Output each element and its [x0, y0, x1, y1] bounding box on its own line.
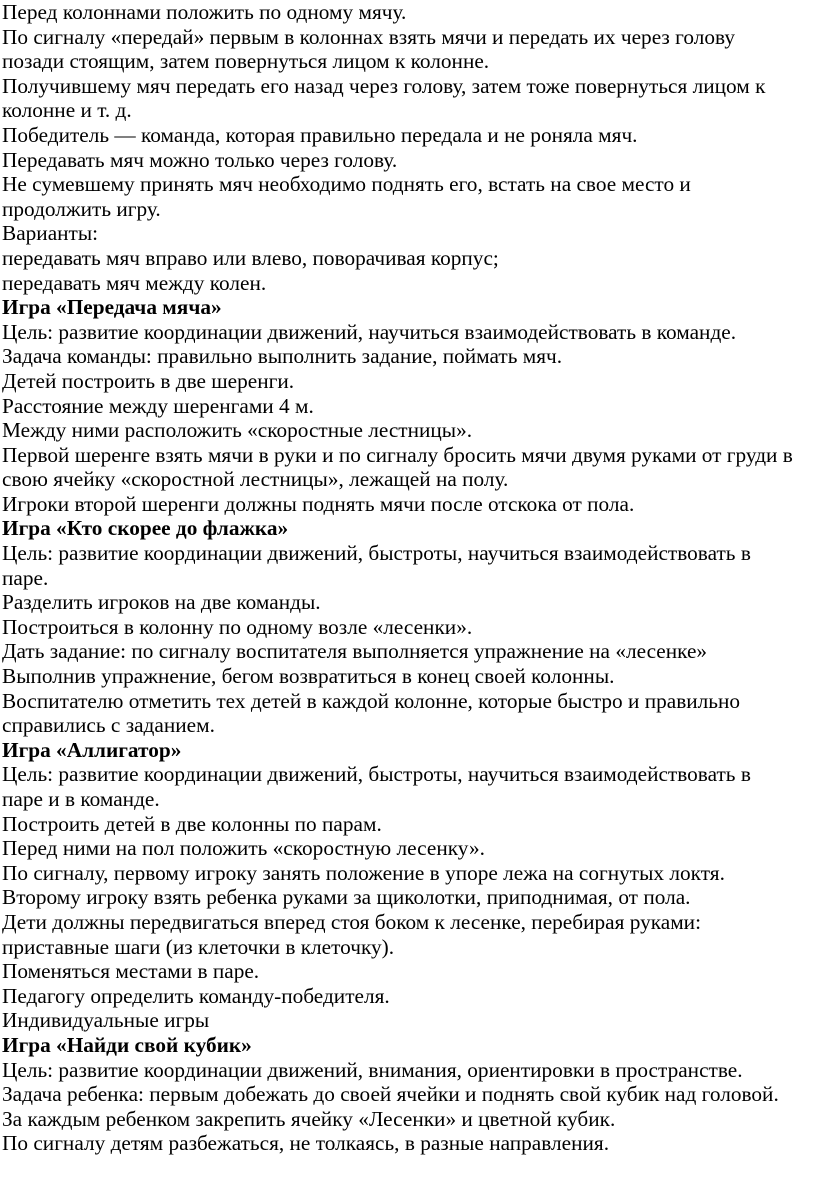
- text-line: За каждым ребенком закрепить ячейку «Лесенки» и цветной кубик.: [2, 1106, 616, 1131]
- text-line: продолжить игру.: [2, 196, 161, 221]
- document-body: [2, 0, 812, 1156]
- text-line: Победитель — команда, которая правильно передала и не роняла мяч.: [2, 122, 638, 147]
- game-heading: Игра «Найди свой кубик»: [2, 1032, 252, 1057]
- text-line: Задача команды: правильно выполнить задание, поймать мяч.: [2, 344, 563, 369]
- text-line: По сигналу детям разбежаться, не толкаясь, в разные направления.: [2, 1131, 610, 1156]
- text-line: Между ними расположить «скоростные лестницы».: [2, 418, 473, 443]
- text-line: Педагогу определить команду-победителя.: [2, 983, 390, 1008]
- text-line: свою ячейку «скоростной лестницы», лежащей на полу.: [2, 467, 509, 492]
- text-line: Задача ребенка: первым добежать до своей ячейки и поднять свой кубик над головой.: [2, 1082, 779, 1107]
- text-line: Поменяться местами в паре.: [2, 959, 260, 984]
- text-line: Дать задание: по сигналу воспитателя выполняется упражнение на «лесенке»: [2, 639, 708, 664]
- text-line: позади стоящим, затем повернуться лицом к колонне.: [2, 49, 490, 74]
- text-line: Цель: развитие координации движений, быстроты, научиться взаимодействовать в: [2, 762, 751, 787]
- text-line: Передавать мяч можно только через голову.: [2, 147, 398, 172]
- text-line: паре и в команде.: [2, 787, 160, 811]
- text-line: Перед ними на пол положить «скоростную лесенку».: [2, 836, 485, 861]
- text-line: Первой шеренге взять мячи в руки и по сигналу бросить мячи двумя руками от груди в: [2, 442, 793, 467]
- game-heading: Игра «Кто скорее до флажка»: [2, 516, 289, 541]
- text-line: Выполнив упражнение, бегом возвратиться в конец своей колонны.: [2, 664, 615, 689]
- text-line: Перед колоннами положить по одному мячу.: [2, 0, 407, 24]
- text-line: Цель: развитие координации движений, внимания, ориентировки в пространстве.: [2, 1057, 743, 1082]
- text-line: паре.: [2, 565, 49, 590]
- text-line: По сигналу, первому игроку занять положение в упоре лежа на согнутых локтя.: [2, 860, 725, 885]
- game-heading: Игра «Передача мяча»: [2, 295, 222, 320]
- text-line: Игроки второй шеренги должны поднять мячи после отскока от пола.: [2, 491, 635, 516]
- text-line: По сигналу «передай» первым в колоннах взять мячи и передать их через голову: [2, 24, 735, 49]
- text-line: приставные шаги (из клеточки в клеточку).: [2, 934, 395, 959]
- text-line: Цель: развитие координации движений, научиться взаимодействовать в команде.: [2, 319, 737, 344]
- text-line: колонне и т. д.: [2, 98, 132, 123]
- game-heading: Игра «Аллигатор»: [2, 737, 182, 762]
- text-line: Построиться в колонну по одному возле «лесенки».: [2, 614, 473, 639]
- text-line: Цель: развитие координации движений, быстроты, научиться взаимодействовать в: [2, 541, 751, 566]
- text-line: Получившему мяч передать его назад через голову, затем тоже повернуться лицом к: [2, 73, 766, 98]
- text-line: Второму игроку взять ребенка руками за щиколотки, приподнимая, от пола.: [2, 885, 691, 910]
- text-line: Индивидуальные игры: [2, 1008, 210, 1033]
- text-line: справились с заданием.: [2, 713, 215, 738]
- text-line: Дети должны передвигаться вперед стоя боком к лесенке, перебирая руками:: [2, 909, 702, 934]
- text-line: Варианты:: [2, 221, 99, 246]
- text-line: Не сумевшему принять мяч необходимо поднять его, встать на свое место и: [2, 172, 691, 197]
- text-line: Расстояние между шеренгами 4 м.: [2, 393, 314, 418]
- text-line: Разделить игроков на две команды.: [2, 590, 321, 615]
- text-line: Детей построить в две шеренги.: [2, 368, 295, 393]
- text-line: Построить детей в две колонны по парам.: [2, 811, 382, 836]
- text-line: передавать мяч между колен.: [2, 270, 267, 295]
- text-line: передавать мяч вправо или влево, поворачивая корпус;: [2, 245, 499, 270]
- text-line: Воспитателю отметить тех детей в каждой колонне, которые быстро и правильно: [2, 688, 741, 713]
